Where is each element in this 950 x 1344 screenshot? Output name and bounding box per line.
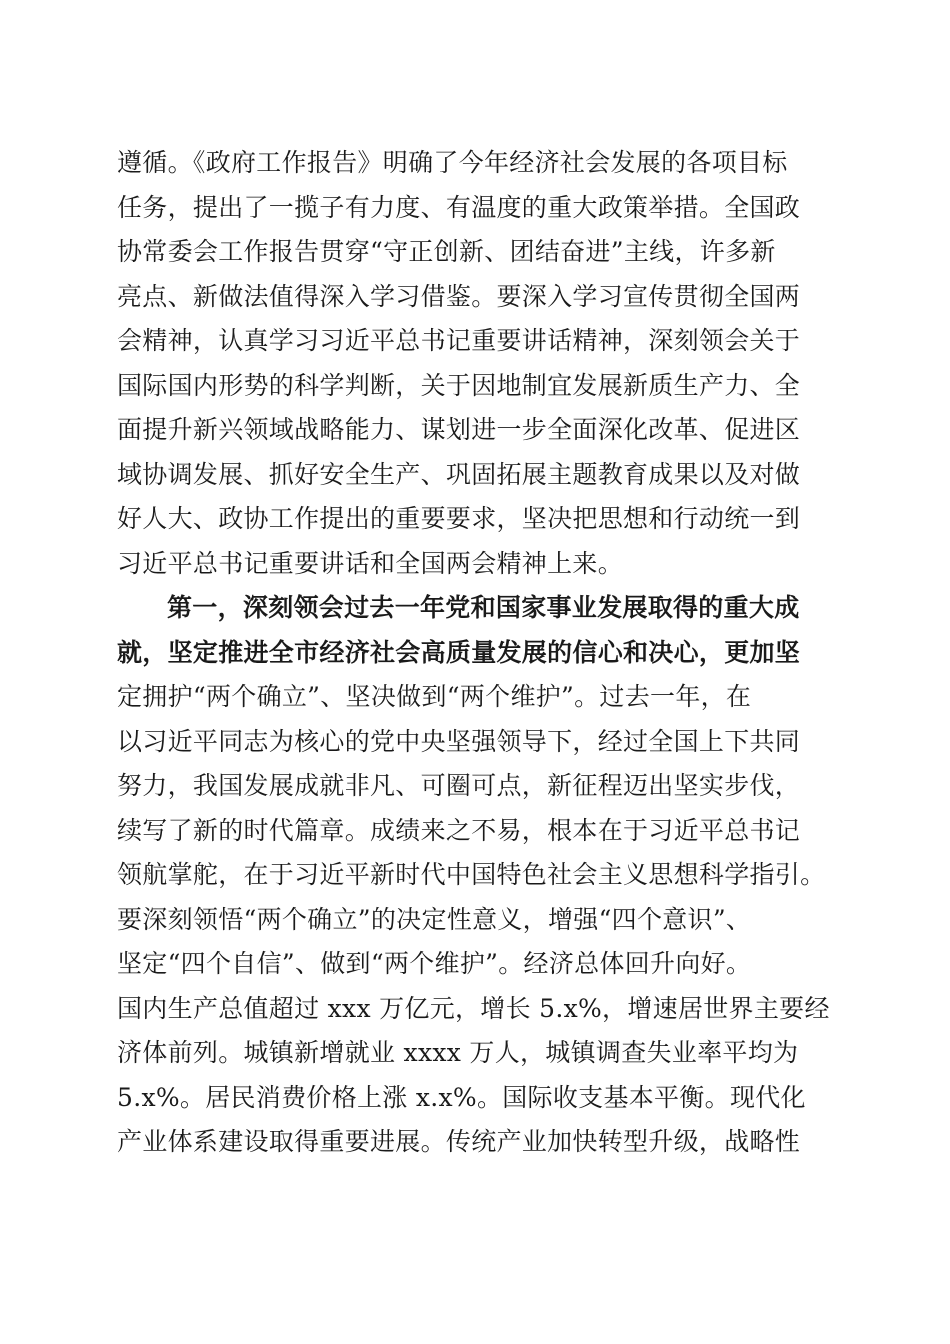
section-heading-line: 第一，深刻领会过去一年党和国家事业发展取得的重大成 [167, 593, 800, 622]
text-line: 国内生产总值超过 xxx 万亿元，增长 5.x%，增速居世界主要经 [117, 993, 830, 1023]
text-line: 产业体系建设取得重要进展。传统产业加快转型升级，战略性 [117, 1127, 801, 1156]
text-line: 要深刻领悟“两个确立”的决定性意义，增强“四个意识”、 [117, 904, 752, 934]
text-line: 习近平总书记重要讲话和全国两会精神上来。 [117, 548, 624, 578]
text-line: 5.x%。居民消费价格上涨 x.x%。国际收支基本平衡。现代化 [117, 1082, 806, 1112]
text-line: 续写了新的时代篇章。成绩来之不易，根本在于习近平总书记 [117, 815, 801, 845]
text-line: 领航掌舵，在于习近平新时代中国特色社会主义思想科学指引。 [117, 860, 826, 889]
text-line: 国际国内形势的科学判断，关于因地制宜发展新质生产力、全 [117, 370, 801, 400]
text-line: 以习近平同志为核心的党中央坚强领导下，经过全国上下共同 [117, 726, 801, 756]
text-line: 任务，提出了一揽子有力度、有温度的重大政策举措。全国政 [117, 192, 801, 222]
text-line: 努力，我国发展成就非凡、可圈可点，新征程迈出坚实步伐， [117, 771, 801, 800]
text-line: 好人大、政协工作提出的重要要求，坚决把思想和行动统一到 [117, 504, 801, 533]
section-heading-line: 就，坚定推进全市经济社会高质量发展的信心和决心，更加坚 [117, 637, 801, 667]
text-line: 定拥护“两个确立”、坚决做到“两个维护”。过去一年，在 [117, 682, 752, 711]
body-text [117, 141, 837, 1165]
text-line: 济体前列。城镇新增就业 xxxx 万人，城镇调查失业率平均为 [117, 1038, 799, 1067]
text-line: 会精神，认真学习习近平总书记重要讲话精神，深刻领会关于 [117, 326, 801, 355]
text-line: 坚定“四个自信”、做到“两个维护”。经济总体回升向好。 [117, 949, 752, 978]
text-line: 遵循。《政府工作报告》明确了今年经济社会发展的各项目标 [117, 148, 788, 177]
text-line: 协常委会工作报告贯穿“守正创新、团结奋进”主线，许多新 [117, 237, 776, 266]
text-line: 亮点、新做法值得深入学习借鉴。要深入学习宣传贯彻全国两 [117, 281, 801, 311]
text-line: 域协调发展、抓好安全生产、巩固拓展主题教育成果以及对做 [117, 459, 801, 489]
text-line: 面提升新兴领域战略能力、谋划进一步全面深化改革、促进区 [117, 415, 801, 444]
